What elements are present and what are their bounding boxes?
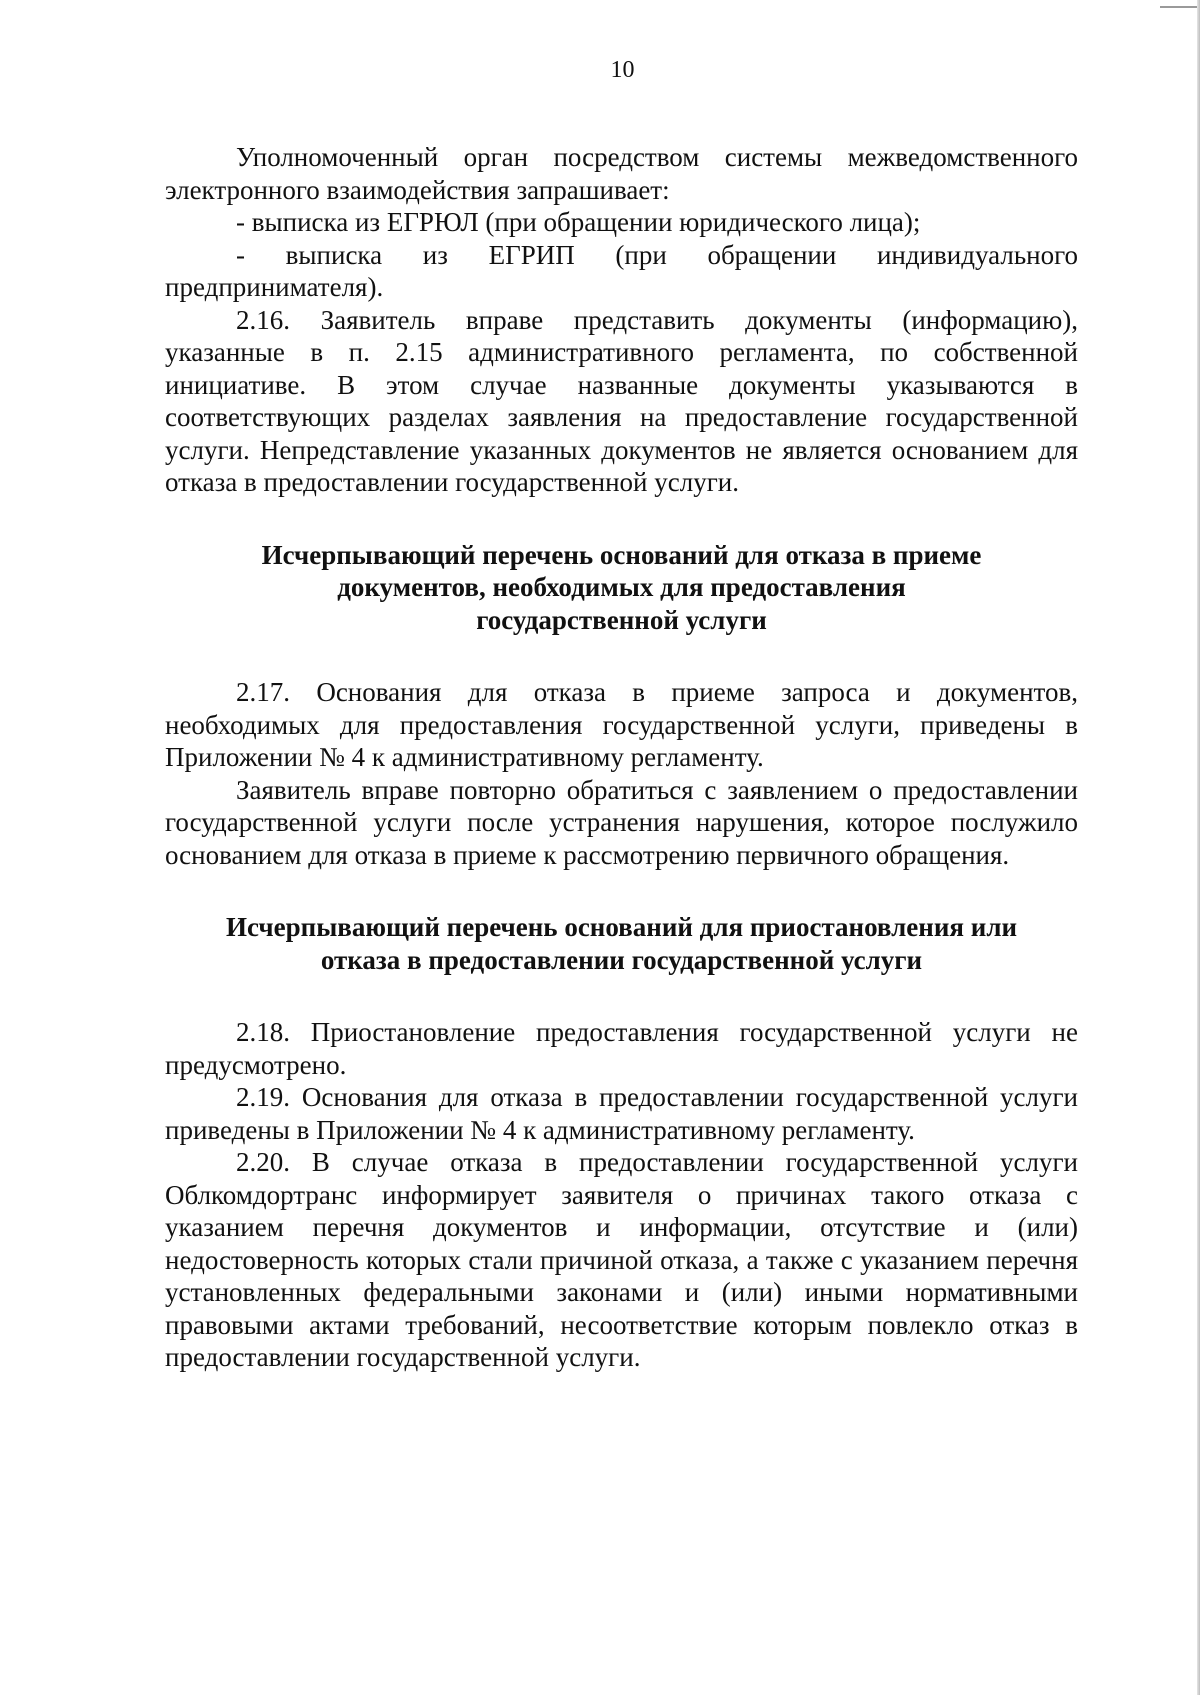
- paragraph-2-17: 2.17. Основания для отказа в приеме запроса и документов, необходимых для предоставления государственной услуги, приведены в Приложении № 4 к административному регламенту.: [165, 677, 1078, 772]
- section-heading-suspension-refusal: [165, 911, 1078, 976]
- paragraph-egrip-extract: - выписка из ЕГРИП (при обращении индивидуального предпринимателя).: [165, 239, 1078, 302]
- paragraph-2-18: 2.18. Приостановление предоставления государственной услуги не предусмотрено.: [165, 1017, 1078, 1080]
- page-number: 10: [610, 57, 635, 83]
- heading-line: Исчерпывающий перечень оснований для приостановления или: [225, 912, 1018, 942]
- paragraph-request-intro: Уполномоченный орган посредством системы межведомственного электронного взаимодействия запрашивает:: [165, 142, 1078, 205]
- section-heading-refusal-acceptance: [165, 539, 1078, 637]
- paragraph-2-19: 2.19. Основания для отказа в предоставлении государственной услуги приведены в Приложении № 4 к административному регламенту.: [165, 1082, 1078, 1145]
- spacer: [165, 976, 1078, 1016]
- paragraph-2-20: 2.20. В случае отказа в предоставлении государственной услуги Облкомдортранс информирует заявителя о причинах такого отказа с указанием перечня документов и информации, отсутствие и (или) недостоверность которых стали причиной отказа, а также с указанием перечня установленных федеральными законами и (или) иными нормативными правовыми актами требований, несоответствие которым повлекло отказ в предоставлении государственной услуги.: [165, 1147, 1078, 1372]
- heading-line: документов, необходимых для предоставления: [337, 572, 906, 602]
- paragraph-reapply: Заявитель вправе повторно обратиться с заявлением о предоставлении государственной услуги после устранения нарушения, которое послужило основанием для отказа в приеме к рассмотрению первичного обращения.: [165, 774, 1078, 870]
- spacer: [165, 871, 1078, 911]
- paragraph-2-16: 2.16. Заявитель вправе представить документы (информацию), указанные в п. 2.15 административного регламента, по собственной инициативе. В этом случае названные документы указываются в соответствующих разделах заявления на предоставление государственной услуги. Непредставление указанных документов не является основанием для отказа в предоставлении государственной услуги.: [165, 304, 1078, 497]
- spacer: [165, 636, 1078, 676]
- heading-line: государственной услуги: [476, 604, 767, 635]
- scan-edge-mark: [1160, 6, 1200, 8]
- paragraph-egrul-extract: - выписка из ЕГРЮЛ (при обращении юридического лица);: [236, 207, 921, 237]
- spacer: [165, 499, 1078, 539]
- document-body: [165, 141, 1078, 1374]
- heading-line: отказа в предоставлении государственной услуги: [320, 944, 923, 975]
- heading-line: Исчерпывающий перечень оснований для отказа в приеме: [261, 539, 982, 570]
